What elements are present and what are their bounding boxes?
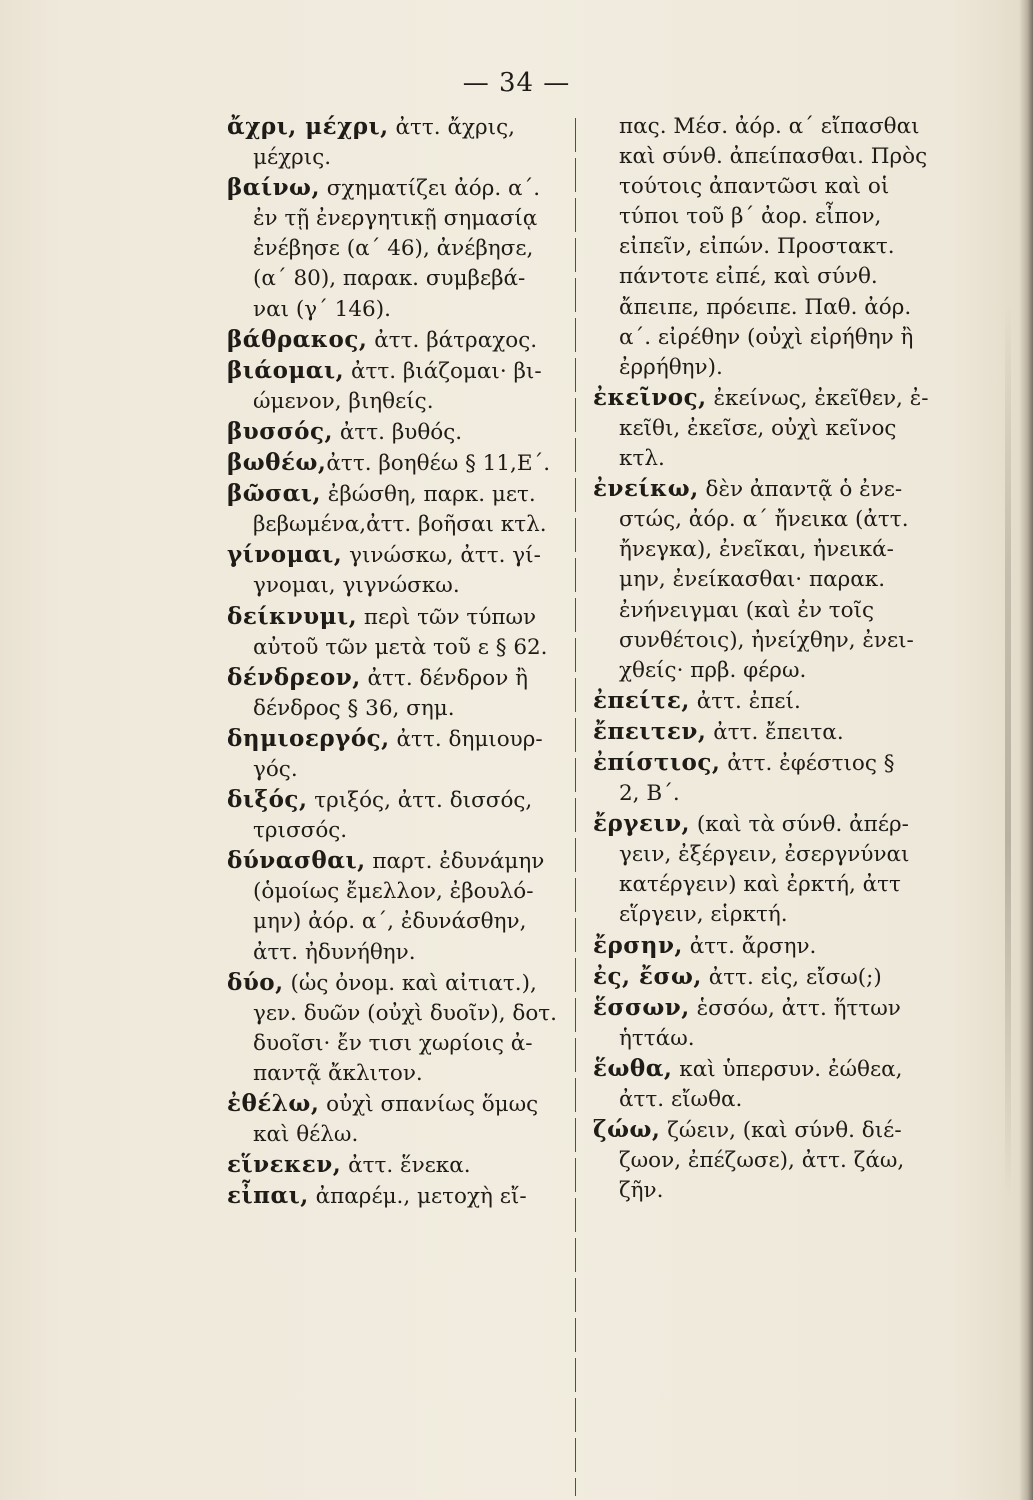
dictionary-line: [593, 656, 963, 686]
dictionary-line: [593, 1054, 963, 1085]
definition-text: ἀττ. ἄρσην.: [682, 933, 817, 959]
dictionary-line: [593, 1176, 963, 1206]
right-column: [593, 112, 963, 1206]
definition-text: κεῖθι, ἐκεῖσε, οὐχὶ κεῖνος: [619, 415, 897, 441]
dictionary-line: [227, 143, 592, 173]
dictionary-line: [593, 748, 963, 779]
dictionary-line: [227, 173, 592, 204]
definition-text: α΄. εἰρέθην (οὐχὶ εἰρήθην ἢ: [619, 324, 914, 350]
dictionary-line: [227, 816, 592, 846]
headword: ἐκεῖνος,: [593, 383, 707, 411]
definition-text: γινώσκω, ἀττ. γί-: [342, 543, 541, 569]
definition-text: ἀττ. βυθός.: [333, 419, 463, 445]
definition-text: καὶ σύνθ. ἀπείπασθαι. Πρὸς: [619, 144, 928, 170]
headword: ἐς, ἔσω,: [593, 962, 702, 990]
headword: βωθέω,: [227, 449, 327, 477]
dictionary-line: [593, 900, 963, 930]
definition-text: γνομαι, γιγνώσκω.: [253, 573, 460, 599]
headword: ἐπίστιος,: [593, 748, 721, 776]
definition-text: ἀττ. βοηθέω § 11,Ε΄.: [326, 451, 551, 477]
definition-text: ἤνεγκα), ἐνεῖκαι, ἠνεικά-: [619, 537, 894, 563]
definition-text: ἡττάω.: [619, 1025, 695, 1051]
headword: ἐνείκω,: [593, 475, 699, 503]
dictionary-line: [227, 1059, 592, 1089]
definition-text: χθείς· πρβ. φέρω.: [619, 657, 807, 683]
dictionary-line: [227, 877, 592, 907]
dictionary-line: [593, 870, 963, 900]
dictionary-line: [593, 840, 963, 870]
definition-text: τύποι τοῦ β΄ ἀορ. εἶπον,: [619, 204, 882, 230]
definition-text: ζῆν.: [619, 1178, 664, 1204]
dictionary-line: [227, 907, 592, 937]
definition-text: σχηματίζει ἀόρ. α΄.: [319, 176, 541, 202]
definition-text: παντᾷ ἄκλιτον.: [253, 1060, 423, 1086]
definition-text: ἀττ. εἰς, εἴσω(;): [701, 964, 882, 990]
definition-text: γειν, ἐξέργειν, ἐσεργνύναι: [619, 842, 910, 868]
dictionary-line: [227, 387, 592, 417]
dictionary-line: [227, 968, 592, 999]
definition-text: μην) ἀόρ. α΄, ἐδυνάσθην,: [253, 909, 527, 935]
headword: ἔργειν,: [593, 810, 691, 838]
definition-text: γεν. δυῶν (οὐχὶ δυοῖν), δοτ.: [253, 1000, 558, 1026]
definition-text: ἀττ. ἕνεκα.: [341, 1153, 471, 1179]
definition-text: μέχρις.: [253, 145, 332, 171]
dictionary-line: [227, 999, 592, 1029]
definition-text: μην, ἐνείκασθαι· παρακ.: [619, 567, 886, 593]
definition-text: ζωον, ἐπέζωσε), ἀττ. ζάω,: [619, 1148, 905, 1174]
headword: ἔρσην,: [593, 931, 683, 959]
definition-text: ἀττ. ἠδυνήθην.: [253, 939, 416, 965]
dictionary-line: [227, 417, 592, 448]
headword: εἶπαι,: [227, 1182, 309, 1210]
dictionary-line: [227, 1089, 592, 1120]
dictionary-line: [593, 1146, 963, 1176]
dictionary-line: [227, 356, 592, 387]
dictionary-line: [227, 448, 592, 479]
dictionary-line: [593, 414, 963, 444]
dictionary-line: [227, 479, 592, 510]
definition-text: ἀττ. δένδρον ἢ: [360, 665, 528, 691]
definition-text: ναι (γ΄ 146).: [253, 296, 391, 322]
headword: ἄχρι, μέχρι,: [227, 113, 389, 140]
dictionary-line: [227, 663, 592, 694]
headword: δημιοεργός,: [227, 724, 390, 752]
dictionary-line: [593, 626, 963, 656]
dictionary-line: [227, 633, 592, 663]
definition-text: ἀπαρέμ., μετοχὴ εἴ-: [308, 1184, 527, 1210]
dictionary-line: [593, 686, 963, 717]
definition-text: δυοῖσι· ἔν τισι χωρίοις ἀ-: [253, 1030, 533, 1056]
headword: βάθρακος,: [227, 325, 368, 353]
dictionary-line: [227, 1181, 592, 1212]
definition-text: ἀττ. δημιουρ-: [389, 726, 543, 752]
definition-text: ἑσσόω, ἀττ. ἥττων: [689, 995, 901, 1021]
definition-text: ἀττ. βάτραχος.: [367, 327, 538, 353]
left-column: [227, 112, 592, 1212]
definition-text: ώμενον, βιηθείς.: [253, 388, 434, 414]
definition-text: ἀττ. εἴωθα.: [619, 1087, 743, 1112]
headword: εἵνεκεν,: [227, 1151, 342, 1179]
dictionary-line: [227, 755, 592, 785]
definition-text: καὶ ὑπερσυν. ἐώθεα,: [672, 1056, 903, 1082]
definition-text: δὲν ἀπαντᾷ ὁ ἐνε-: [698, 477, 903, 503]
headword: δύνασθαι,: [227, 847, 366, 875]
definition-text: ἀττ. βιάζομαι· βι-: [344, 358, 542, 384]
dictionary-line: [227, 112, 592, 143]
dictionary-line: [593, 993, 963, 1024]
definition-text: περὶ τῶν τύπων: [357, 604, 537, 630]
headword: δένδρεον,: [227, 663, 361, 691]
dictionary-line: [227, 264, 592, 294]
definition-text: καὶ θέλω.: [253, 1122, 359, 1148]
definition-text: ἐνέβησε (α΄ 46), ἀνέβησε,: [253, 236, 534, 262]
column-divider: [575, 118, 576, 1496]
dictionary-line: [593, 505, 963, 535]
definition-text: ἀττ. ἄχρις,: [388, 115, 515, 140]
dictionary-line: [227, 602, 592, 633]
definition-text: ἄπειπε, πρόειπε. Παθ. ἀόρ.: [619, 294, 912, 320]
dictionary-line: [593, 383, 963, 414]
dictionary-line: [593, 779, 963, 809]
dictionary-line: [593, 596, 963, 626]
page-number-text: — 34 —: [462, 68, 571, 98]
dictionary-line: [227, 1120, 592, 1150]
definition-text: τρισσός.: [253, 818, 348, 844]
definition-text: βεβωμένα,ἀττ. βοῆσαι κτλ.: [253, 512, 547, 538]
dictionary-line: [593, 535, 963, 565]
headword: βαίνω,: [227, 174, 320, 202]
headword: δύο,: [227, 968, 284, 996]
definition-text: τούτοις ἀπαντῶσι καὶ οἱ: [619, 174, 890, 200]
definition-text: δένδρος § 36, σημ.: [253, 695, 455, 721]
dictionary-line: [593, 931, 963, 962]
dictionary-line: [593, 474, 963, 505]
dictionary-line: [593, 444, 963, 474]
dictionary-line: [227, 204, 592, 234]
dictionary-line: [593, 112, 963, 142]
definition-text: (καὶ τὰ σύνθ. ἀπέρ-: [690, 812, 909, 838]
dictionary-line: [227, 510, 592, 540]
definition-text: (ὡς ὀνομ. καὶ αἰτιατ.),: [283, 970, 537, 996]
dictionary-line: [227, 571, 592, 601]
definition-text: αὐτοῦ τῶν μετὰ τοῦ ε § 62.: [253, 634, 548, 660]
dictionary-line: [593, 232, 963, 262]
dictionary-line: [593, 1085, 963, 1115]
definition-text: παρτ. ἐδυνάμην: [365, 849, 545, 875]
definition-text: (α΄ 80), παρακ. συμβεβά-: [253, 266, 526, 292]
dictionary-line: [227, 724, 592, 755]
definition-text: στώς, ἀόρ. α΄ ἤνεικα (ἀττ.: [619, 507, 909, 533]
dictionary-line: [593, 262, 963, 292]
definition-text: ἀττ. ἐφέστιος §: [720, 750, 895, 776]
dictionary-line: [227, 325, 592, 356]
dictionary-line: [593, 717, 963, 748]
headword: ἔπειτεν,: [593, 717, 707, 745]
definition-text: κατέργειν) καὶ ἐρκτή, ἀττ: [619, 872, 901, 898]
dictionary-line: [593, 172, 963, 202]
dictionary-line: [593, 202, 963, 232]
headword: ἐπείτε,: [593, 686, 690, 714]
dictionary-line: [227, 295, 592, 325]
dictionary-line: [593, 565, 963, 595]
dictionary-line: [593, 142, 963, 172]
definition-text: (ὁμοίως ἔμελλον, ἐβουλό-: [253, 879, 534, 905]
dictionary-line: [227, 1029, 592, 1059]
definition-text: ἐρρήθην).: [619, 354, 723, 380]
page-stain: [1005, 300, 1011, 1200]
page-edge-shadow: [1019, 0, 1033, 1500]
definition-text: ἐβώσθη, παρκ. μετ.: [320, 482, 536, 508]
dictionary-line: [593, 353, 963, 383]
headword: ζώω,: [593, 1116, 661, 1144]
page-number: [0, 68, 1033, 98]
dictionary-line: [227, 234, 592, 264]
definition-text: ἀττ. ἔπειτα.: [706, 719, 844, 745]
definition-text: συνθέτοις), ἠνείχθην, ἐνει-: [619, 627, 914, 653]
headword: ἕωθα,: [593, 1054, 673, 1082]
headword: βυσσός,: [227, 417, 334, 445]
definition-text: ἐνήνειγμαι (καὶ ἐν τοῖς: [619, 597, 875, 623]
definition-text: εἰπεῖν, εἰπών. Προστακτ.: [619, 234, 895, 260]
headword: δείκνυμι,: [227, 602, 358, 630]
definition-text: 2, Β΄.: [619, 781, 680, 807]
definition-text: τριξός, ἀττ. δισσός,: [307, 788, 533, 814]
definition-text: πάντοτε εἰπέ, καὶ σύνθ.: [619, 264, 878, 290]
definition-text: ἐν τῇ ἐνεργητικῇ σημασίᾳ: [253, 206, 538, 232]
definition-text: ἀττ. ἐπεί.: [689, 688, 801, 714]
dictionary-line: [593, 1115, 963, 1146]
definition-text: πας. Μέσ. ἀόρ. α΄ εἴπασθαι: [619, 114, 920, 139]
definition-text: οὐχὶ σπανίως ὅμως: [319, 1092, 539, 1117]
dictionary-line: [227, 785, 592, 816]
dictionary-line: [593, 809, 963, 840]
headword: ἐθέλω,: [227, 1090, 320, 1117]
headword: βιάομαι,: [227, 356, 345, 384]
dictionary-line: [227, 540, 592, 571]
definition-text: γός.: [253, 756, 298, 782]
dictionary-line: [227, 846, 592, 877]
dictionary-line: [593, 323, 963, 353]
headword: διξός,: [227, 786, 308, 814]
dictionary-line: [593, 1024, 963, 1054]
definition-text: εἵργειν, εἱρκτή.: [619, 902, 788, 928]
definition-text: ἐκείνως, ἐκεῖθεν, ἐ-: [706, 385, 929, 411]
headword: ἕσσων,: [593, 993, 690, 1021]
dictionary-line: [227, 938, 592, 968]
definition-text: ζώειν, (καὶ σύνθ. διέ-: [660, 1118, 902, 1144]
dictionary-line: [593, 962, 963, 993]
headword: γίνομαι,: [227, 541, 343, 569]
headword: βῶσαι,: [227, 480, 321, 508]
definition-text: κτλ.: [619, 446, 665, 472]
dictionary-line: [227, 1150, 592, 1181]
dictionary-line: [227, 694, 592, 724]
dictionary-line: [593, 293, 963, 323]
